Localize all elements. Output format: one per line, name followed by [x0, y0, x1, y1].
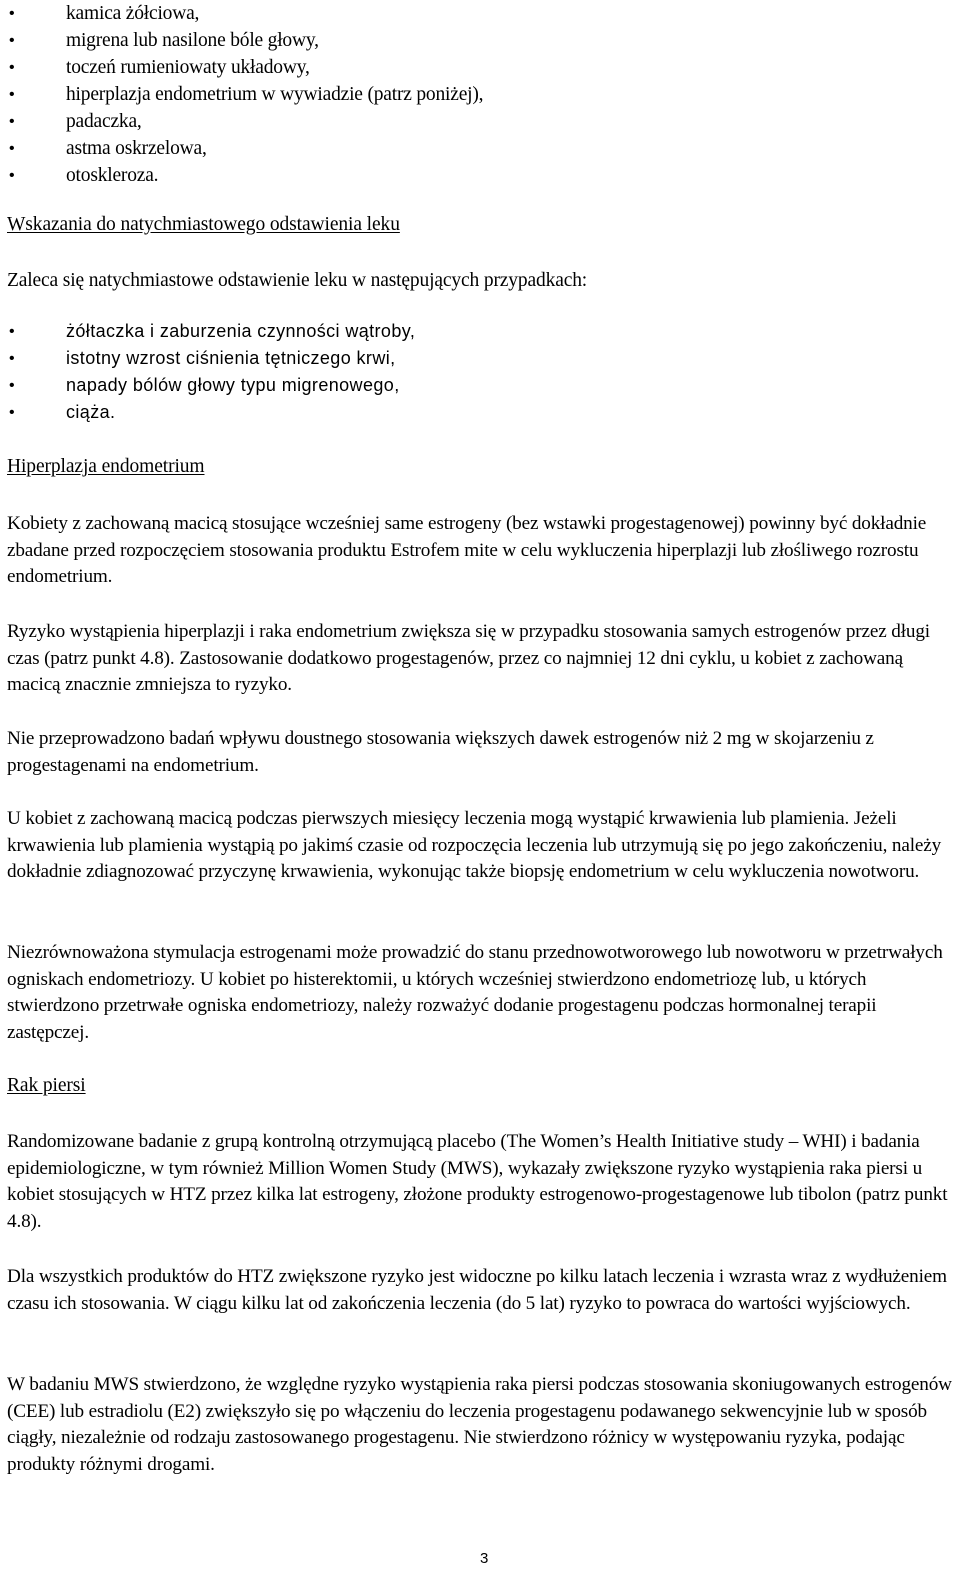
list-item: • istotny wzrost ciśnienia tętniczego krwi, — [7, 345, 415, 372]
hyperplasia-paragraph: U kobiet z zachowaną macicą podczas pierwszych miesięcy leczenia mogą wystąpić krwawienia lub plamienia. Jeżeli krwawienia lub plamienia wystąpią po jakimś czasie od rozpoczęcia leczenia lub utrzymują się po jego zakończeniu, należy dokładnie zdiagnozować przyczynę krwawienia, wykonując także biopsję endometrium w celu wykluczenia nowotworu. — [7, 808, 942, 882]
list-item: • otoskleroza. — [7, 162, 483, 189]
bullet-icon: • — [9, 350, 16, 367]
bullet-icon: • — [9, 140, 15, 157]
breast-cancer-paragraph: Dla wszystkich produktów do HTZ zwiększone ryzyko jest widoczne po kilku latach leczenia i wzrasta wraz z wydłużeniem czasu ich stosowania. W ciągu kilku lat od zakończenia leczenia (do 5 lat) ryzyko to powraca do wartości wyjściowych. — [7, 1266, 947, 1314]
bullet-icon: • — [9, 377, 16, 394]
list-item: • hiperplazja endometrium w wywiadzie (patrz poniżej), — [7, 81, 483, 108]
bullet-icon: • — [9, 5, 15, 22]
contraindications-list — [7, 0, 483, 189]
list-item: • kamica żółciowa, — [7, 0, 483, 27]
list-item: • toczeń rumieniowaty układowy, — [7, 54, 483, 81]
bullet-icon: • — [9, 59, 15, 76]
bullet-icon: • — [9, 404, 16, 421]
breast-cancer-paragraph: W badaniu MWS stwierdzono, że względne ryzyko wystąpienia raka piersi podczas stosowania skoniugowanych estrogenów (CEE) lub estradiolu (E2) zwiększyło się po włączeniu do leczenia progestagenu podawanego sekwencyjnie lub w sposób ciągły, niezależnie od rodzaju zastosowanego progestagenu. Nie stwierdzono różnicy w występowaniu ryzyka, podając produkty różnymi drogami. — [7, 1374, 952, 1475]
list-item: • ciąża. — [7, 399, 415, 426]
breast-cancer-paragraph: Randomizowane badanie z grupą kontrolną otrzymującą placebo (The Women’s Health Initiative study – WHI) i badania epidemiologiczne, w tym również Million Women Study (MWS), wykazały zwiększone ryzyko wystąpienia raka piersi u kobiet stosujących w HTZ przez kilka lat estrogeny, złożone produkty estrogenowo-progestagenowe lub tibolon (patrz punkt 4.8). — [7, 1131, 948, 1232]
withdrawal-heading: Wskazania do natychmiastowego odstawienia leku — [7, 214, 400, 235]
list-item: • migrena lub nasilone bóle głowy, — [7, 27, 483, 54]
list-item: • astma oskrzelowa, — [7, 135, 483, 162]
list-item: • żółtaczka i zaburzenia czynności wątroby, — [7, 318, 415, 345]
breast-cancer-heading: Rak piersi — [7, 1075, 86, 1096]
list-item: • padaczka, — [7, 108, 483, 135]
list-item: • napady bólów głowy typu migrenowego, — [7, 372, 415, 399]
hyperplasia-heading: Hiperplazja endometrium — [7, 456, 205, 477]
hyperplasia-paragraph: Kobiety z zachowaną macicą stosujące wcześniej same estrogeny (bez wstawki progestagenowej) powinny być dokładnie zbadane przed rozpoczęciem stosowania produktu Estrofem mite w celu wykluczenia hiperplazji lub złośliwego rozrostu endometrium. — [7, 513, 927, 587]
withdrawal-list — [7, 318, 415, 426]
bullet-icon: • — [9, 113, 15, 130]
withdrawal-intro: Zaleca się natychmiastowe odstawienie leku w następujących przypadkach: — [7, 270, 588, 291]
hyperplasia-paragraph: Ryzyko wystąpienia hiperplazji i raka endometrium zwiększa się w przypadku stosowania samych estrogenów przez długi czas (patrz punkt 4.8). Zastosowanie dodatkowo progestagenów, przez co najmniej 12 dni cyklu, u kobiet z zachowaną macicą znacznie zmniejsza to ryzyko. — [7, 621, 930, 695]
bullet-icon: • — [9, 323, 16, 340]
hyperplasia-paragraph: Nie przeprowadzono badań wpływu doustnego stosowania większych dawek estrogenów niż 2 mg w skojarzeniu z progestagenami na endometrium. — [7, 728, 874, 776]
bullet-icon: • — [9, 32, 15, 49]
hyperplasia-paragraph: Niezrównoważona stymulacja estrogenami może prowadzić do stanu przednowotworowego lub nowotworu w przetrwałych ogniskach endometriozy. U kobiet po histerektomii, u których wcześniej stwierdzono endometriozę lub, u których stwierdzono przetrwałe ogniska endometriozy, należy rozważyć dodanie progestagenu podczas hormonalnej terapii zastępczej. — [7, 942, 943, 1043]
bullet-icon: • — [9, 86, 15, 103]
bullet-icon: • — [9, 167, 15, 184]
page-number: 3 — [480, 1550, 489, 1567]
